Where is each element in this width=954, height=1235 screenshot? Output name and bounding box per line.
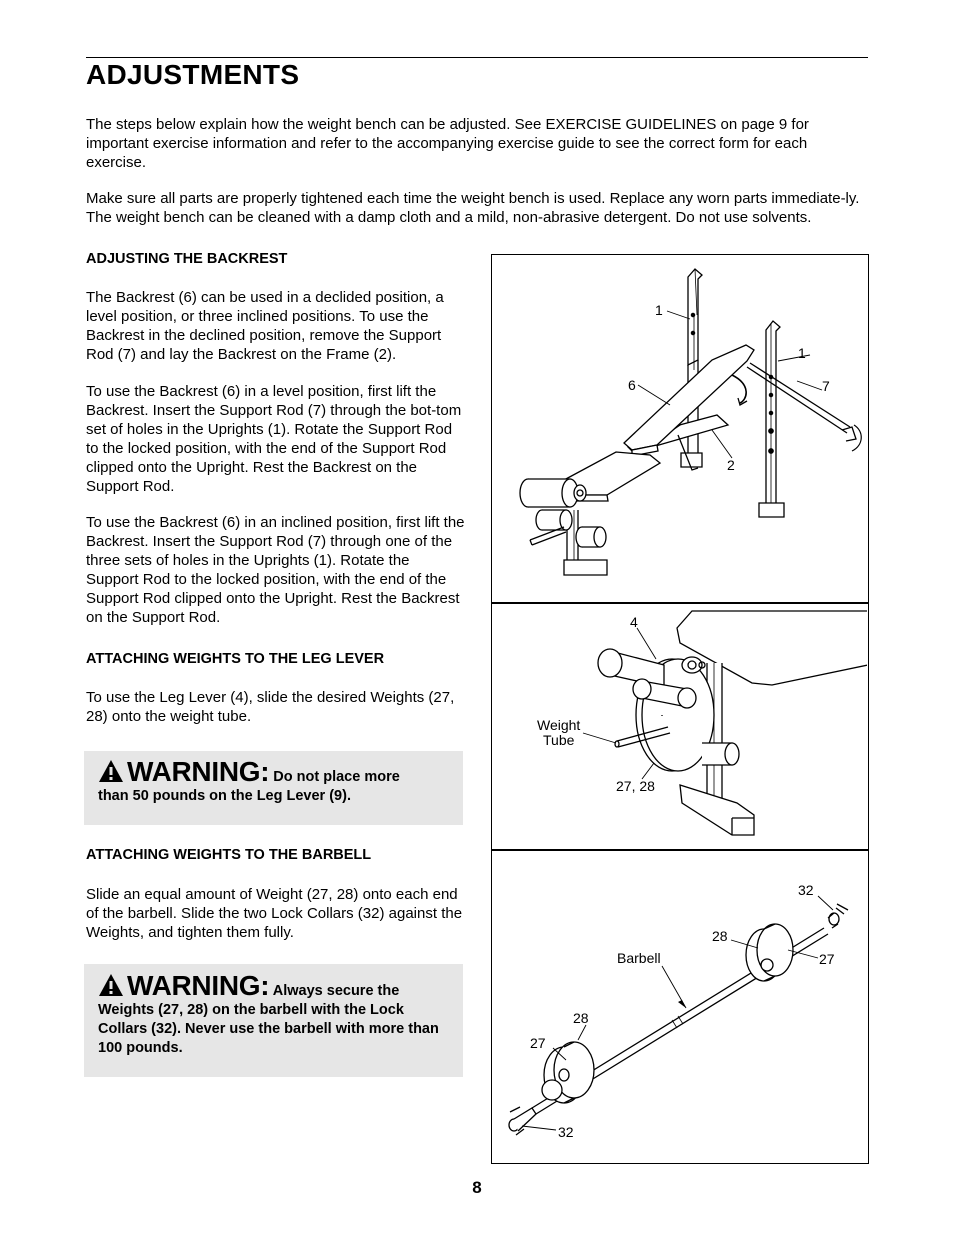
label-leg-lever: 4 [630, 614, 638, 630]
backrest-paragraph-1: The Backrest (6) can be used in a declided position, a level position, or three inclined positions. To use the Backrest in the declined position, remove the Support Rod (7) and lay the Backrest on the Frame (2). [86, 289, 444, 363]
intro-paragraph-2: Make sure all parts are properly tightened each time the weight bench is used. Replace any worn parts immediate-ly. The weight bench can be cleaned with a damp cloth and a mild, non-abrasive detergent. Do not use solvents. [86, 190, 860, 226]
page-number: 8 [472, 1178, 482, 1197]
label-weight: Weight [537, 717, 581, 733]
label-weight-27-left: 27 [530, 1035, 546, 1051]
warning-box-leg-lever [84, 751, 463, 825]
bench-illustration [492, 255, 867, 602]
leg-lever-paragraph: To use the Leg Lever (4), slide the desired Weights (27, 28) onto the weight tube. [86, 689, 455, 725]
label-frame: 2 [727, 457, 735, 473]
warning-word: WARNING: [127, 970, 270, 1001]
label-weight-28-right: 28 [712, 928, 728, 944]
leg-lever-heading: ATTACHING WEIGHTS TO THE LEG LEVER [86, 651, 385, 667]
warning-word: WARNING: [127, 756, 270, 787]
barbell-paragraph: Slide an equal amount of Weight (27, 28) onto each end of the barbell. Slide the two Lock Collars (32) against the Weights, and tighten them fully. [86, 886, 463, 941]
intro-paragraph-1: The steps below explain how the weight bench can be adjusted. See EXERCISE GUIDELINES on page 9 for important exercise information and refer to the accompanying exercise guide to see the correct form for each exercise. [86, 116, 809, 171]
label-barbell: Barbell [617, 950, 661, 966]
figure-bench [491, 254, 869, 604]
warning-triangle-icon [98, 973, 124, 997]
warning-box-barbell [84, 964, 463, 1077]
label-backrest: 6 [628, 377, 636, 393]
backrest-paragraph-2: To use the Backrest (6) in a level position, first lift the Backrest. Insert the Support Rod (7) through the bot-tom set of holes in the Uprights (1). Rotate the Support Rod to the locked position, with the end of the Support Rod clipped onto the Upright. Rest the Backrest on the Support Rod. [86, 383, 462, 495]
warning-lead: Do not place more [273, 769, 400, 785]
label-tube: Tube [543, 732, 575, 748]
figure-barbell [491, 849, 869, 1164]
label-weights: 27, 28 [616, 778, 655, 794]
label-weight-28-left: 28 [573, 1010, 589, 1026]
warning-text: than 50 pounds on the Leg Lever (9). [98, 788, 351, 804]
figure-leg-lever [491, 602, 869, 851]
label-upright-right: 1 [798, 345, 806, 361]
warning-triangle-icon [98, 759, 124, 783]
label-collar-left: 32 [558, 1124, 574, 1140]
warning-lead: Always secure the [272, 983, 400, 999]
leg-lever-illustration [492, 603, 867, 849]
backrest-heading: ADJUSTING THE BACKREST [86, 251, 288, 267]
top-rule [86, 57, 868, 58]
label-upright-left: 1 [655, 302, 663, 318]
barbell-heading: ATTACHING WEIGHTS TO THE BARBELL [86, 847, 372, 863]
page-title: ADJUSTMENTS [86, 59, 300, 90]
label-weight-27-right: 27 [819, 951, 835, 967]
label-support-rod: 7 [822, 378, 830, 394]
label-collar-right: 32 [798, 882, 814, 898]
warning-text: Weights (27, 28) on the barbell with the Lock Collars (32). Never use the barbell with more than 100 pounds. [98, 1002, 439, 1056]
backrest-paragraph-3: To use the Backrest (6) in an inclined position, first lift the Backrest. Insert the Support Rod (7) through one of the three sets of holes in the Uprights (1). Rotate the Support Rod to the locked position, with the end of the Support Rod clipped onto the Upright. Rest the Backrest on the Support Rod. [86, 514, 465, 626]
barbell-illustration [492, 850, 867, 1162]
